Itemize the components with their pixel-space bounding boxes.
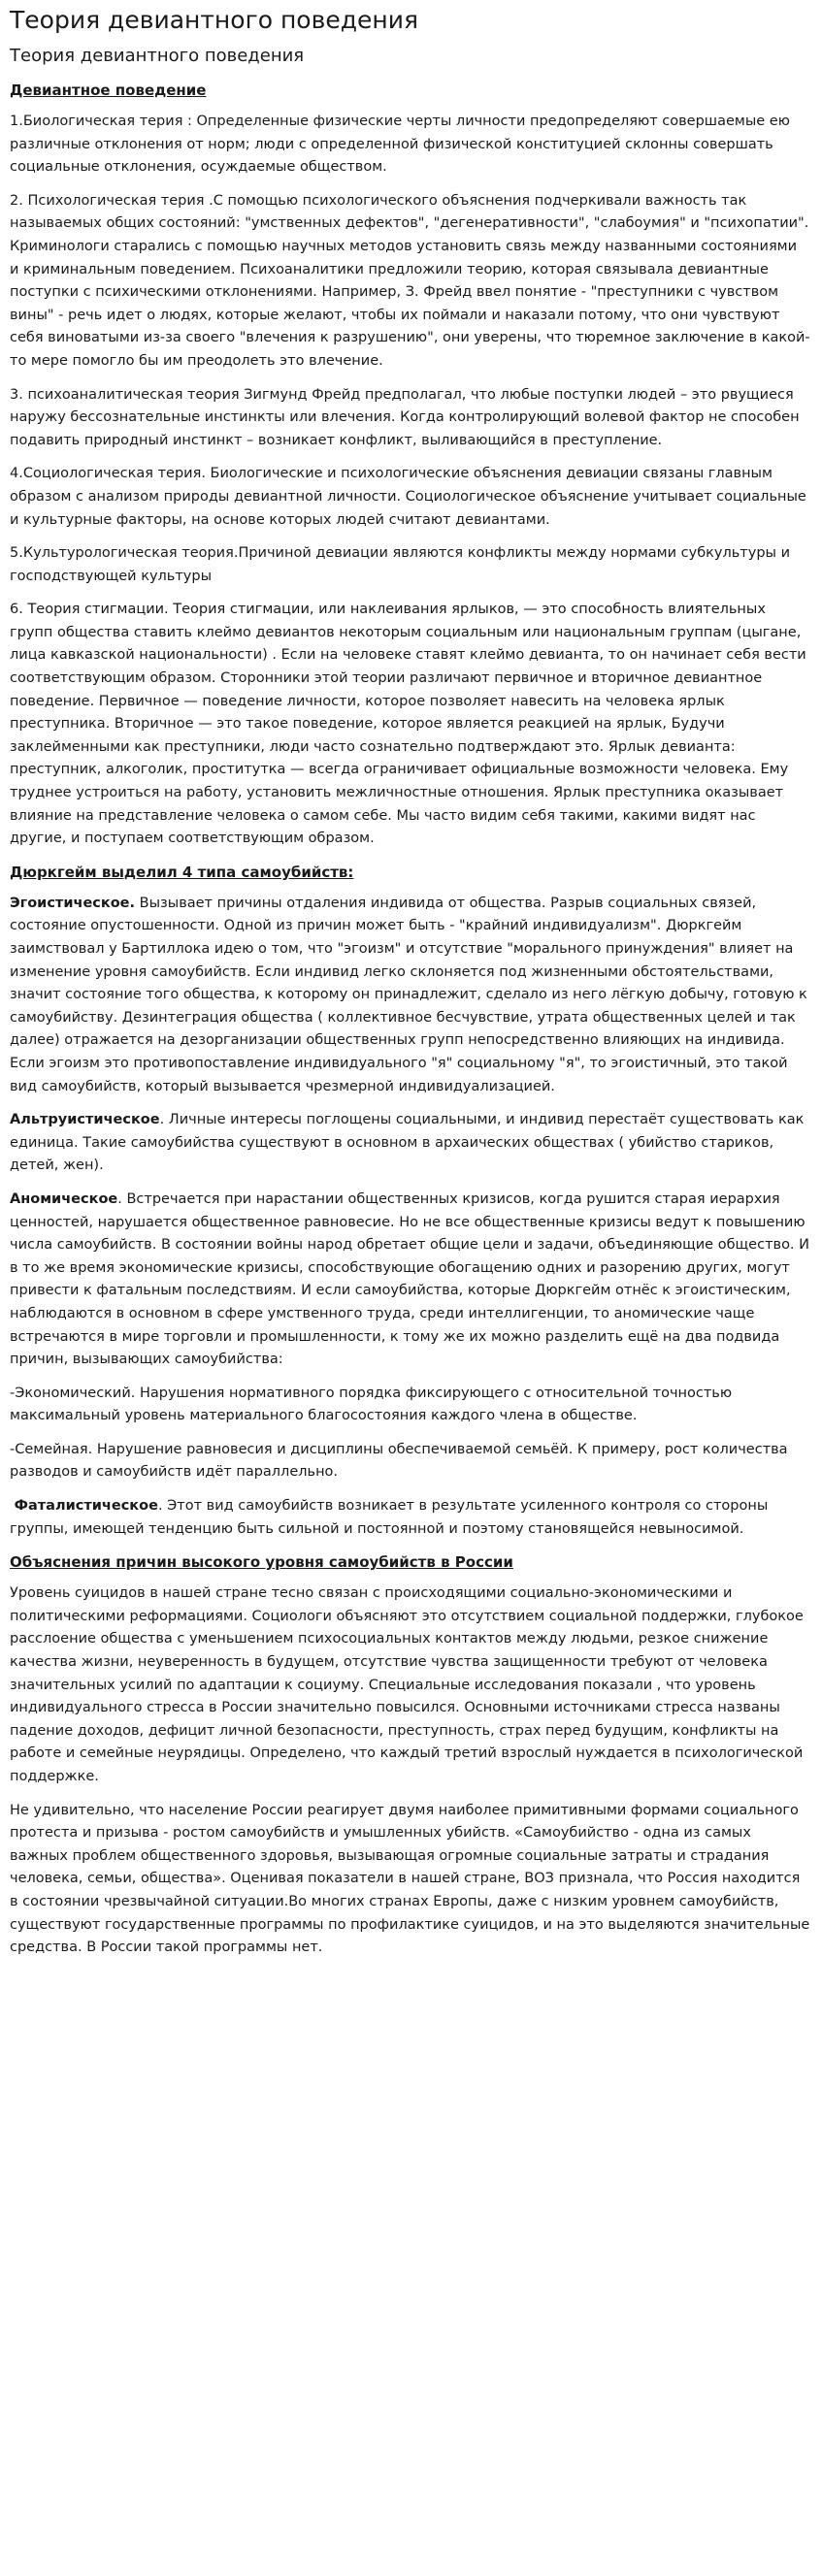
suicide-type-term: Фаталистическое [14,1498,158,1515]
suicide-type-text: . Этот вид самоубийств возникает в результате усиленного контроля со стороны группы, имеющей тенденцию быть сильной и постоянной и поэтому становящейся невыносимой. [10,1498,769,1537]
section-heading-durkheim: Дюркгейм выделил 4 типа самоубийств: [10,863,354,881]
anomic-subtype-paragraph: -Семейная. Нарушение равновесия и дисциплины обеспечиваемой семьёй. К примеру, рост количества разводов и самоубийств идёт параллельно. [10,1441,788,1481]
theory-paragraph: 4.Социологическая терия. Биологические и психологические объяснения девиации связаны главным образом с анализом природы девиантной личности. Социологическое объяснение учитывает социальные и культурные факторы, на основе которых людей считают девиантами. [10,466,806,528]
section-heading-deviant: Девиантное поведение [10,82,207,99]
suicide-type-term: Альтруистическое [10,1112,160,1128]
suicide-type-paragraph [10,1495,810,1541]
russia-paragraph: Уровень суицидов в нашей стране тесно связан с происходящими социально-экономическими и политическими реформациями. Социологи объясняют это отсутствием социальной поддержки, глубокое расслоение общества с уменьшением психосоциальных контактов между людьми, резкое снижение качества жизни, неуверенность в будущем, отсутствие чувства защищенности требуют от человека значительных усилий по адаптации к социуму. Специальные исследования показали , что уровень индивидуального стресса в России значительно повысился. Основными источниками стресса названы падение доходов, дефицит личной безопасности, преступность, страх перед будущим, конфликты на работе и семейные неурядицы. Определено, что каждый третий взрослый нуждается в психологической поддержке. [10,1585,804,1784]
anomic-subtype-paragraph: -Экономический. Нарушения нормативного порядка фиксирующего с относительной точностью максимальный уровень материального благосостояния каждого члена в обществе. [10,1385,733,1424]
page-subtitle: Теория девиантного поведения [10,46,305,66]
theory-paragraph: 5.Культурологическая теория.Причиной девиации являются конфликты между нормами субкультуры и господствующей культуры [10,545,790,584]
theory-paragraph: 2. Психологическая терия .С помощью психологического объяснения подчеркивали важность так называемых общих состояний: "умственных дефектов", "дегенеративности", "слабоумия" и "психопатии". Криминологи старались с помощью научных методов установить связь между названными состояниями и криминальным поведением. Психоаналитики предложили теорию, которая связывала девиантные поступки с психическими отклонениями. Например, З. Фрейд ввел понятие - "преступники с чувством вины" - речь идет о людях, которые желают, чтобы их поймали и наказали потому, что они чувствуют себя виноватыми из-за своего "влечения к разрушению", они уверены, что тюремное заключение в какой-то мере помогло бы им преодолеть это влечение. [10,192,810,369]
suicide-type-term: Эгоистическое. [10,895,136,911]
theory-paragraph: 6. Теория стигмации. Теория стигмации, или наклеивания ярлыков, — это способность влиятельных групп общества ставить клеймо девиантов некоторым социальным или национальным группам (цыгане, лица кавказской национальности) . Если на человеке ставят клеймо девианта, то он начинает себя вести соответствующим образом. Сторонники этой теории различают первичное и вторичное девиантное поведение. Первичное — поведение личности, которое позволяет навесить на человека ярлык преступника. Вторичное — это такое поведение, которое является реакцией на ярлык, Будучи заклейменными как преступники, люди часто сознательно подтверждают это. Ярлык девианта: преступник, алкоголик, проститутка — всегда ограничивает официальные возможности человека. Ему труднее устроиться на работу, установить межличностные отношения. Ярлык преступника оказывает влияние на представление человека о самом себе. Мы часто видим себя такими, какими видят нас другие, и поступаем соответствующим образом. [10,602,806,847]
suicide-type-text: . Личные интересы поглощены социальными, и индивид перестаёт существовать как единица. Такие самоубийства существуют в основном в архаических обществах ( убийство стариков, детей, жен). [10,1112,805,1174]
suicide-type-text: Вызывает причины отдаления индивида от общества. Разрыв социальных связей, состояние опустошенности. Одной из причин может быть - "крайний индивидуализм". Дюркгейм заимствовал у Бартиллока идею о том, что "эгоизм" и отсутствие "морального принуждения" влияет на изменение уровня самоубийств. Если индивид легко склоняется под жизненными обстоятельствами, значит состояние того общества, к которому он принадлежит, сделало из него лёгкую добычу, готовую к самоубийству. Дезинтеграция общества ( коллективное бесчувствие, утрата общественных целей и так далее) отражается на дезорганизации общественных групп непосредственно влияющих на индивида. Если эгоизм это противопоставление индивидуального "я" социальному "я", то эгоистичный, это такой вид самоубийств, который вызывается чрезмерной индивидуализацией. [10,895,807,1094]
suicide-type-term: Аномическое [10,1190,118,1207]
suicide-type-paragraph [10,893,810,1098]
theory-paragraph: 3. психоаналитическая теория Зигмунд Фрейд предполагал, что любые поступки людей – это рвущиеся наружу бессознательные инстинкты или влечения. Когда контролирующий волевой фактор не способен подавить природный инстинкт – возникает конфликт, выливающийся в преступление. [10,386,800,448]
page-title: Теория девиантного поведения [10,6,418,34]
russia-paragraph: Не удивительно, что население России реагирует двумя наиболее примитивными формами социального протеста и призыва - ростом самоубийств и умышленных убийств. «Самоубийство - одна из самых важных проблем общественного здоровья, вызывающая огромные социальные затраты и страдания человека, семьи, общества». Оценивая показатели в нашей стране, ВОЗ признала, что Россия находится в состоянии чрезвычайной ситуации.Во многих странах Европы, даже с низким уровнем самоубийств, существуют государственные программы по профилактике суицидов, и на это выделяются значительные средства. В России такой программы нет. [10,1802,810,1956]
suicide-type-paragraph [10,1109,810,1178]
suicide-type-paragraph [10,1189,810,1372]
theory-paragraph: 1.Биологическая терия : Определенные физические черты личности предопределяют совершаемые ею различные отклонения от норм; люди с определенной физической конституцией склонны совершать социальные отклонения, осуждаемые обществом. [10,114,790,176]
section-heading-russia: Объяснения причин высокого уровня самоубийств в России [10,1553,513,1572]
suicide-type-text: . Встречается при нарастании общественных кризисов, когда рушится старая иерархия ценностей, нарушается общественное равновесие. Но не все общественные кризисы ведут к повышению числа самоубийств. В состоянии войны народ обретает общие цели и задачи, объединяющие общество. И в то же время экономические кризисы, способствующие обогащению одних и разорению других, могут привести к фатальным последствиям. И если самоубийства, которые Дюркгейм отнёс к эгоистическим, наблюдаются в основном в сфере умственного труда, среди интеллигенции, то аномические чаще встречаются в мире торговли и промышленности, к тому же их можно разделить ещё на два подвида причин, вызывающих самоубийства: [10,1190,810,1368]
